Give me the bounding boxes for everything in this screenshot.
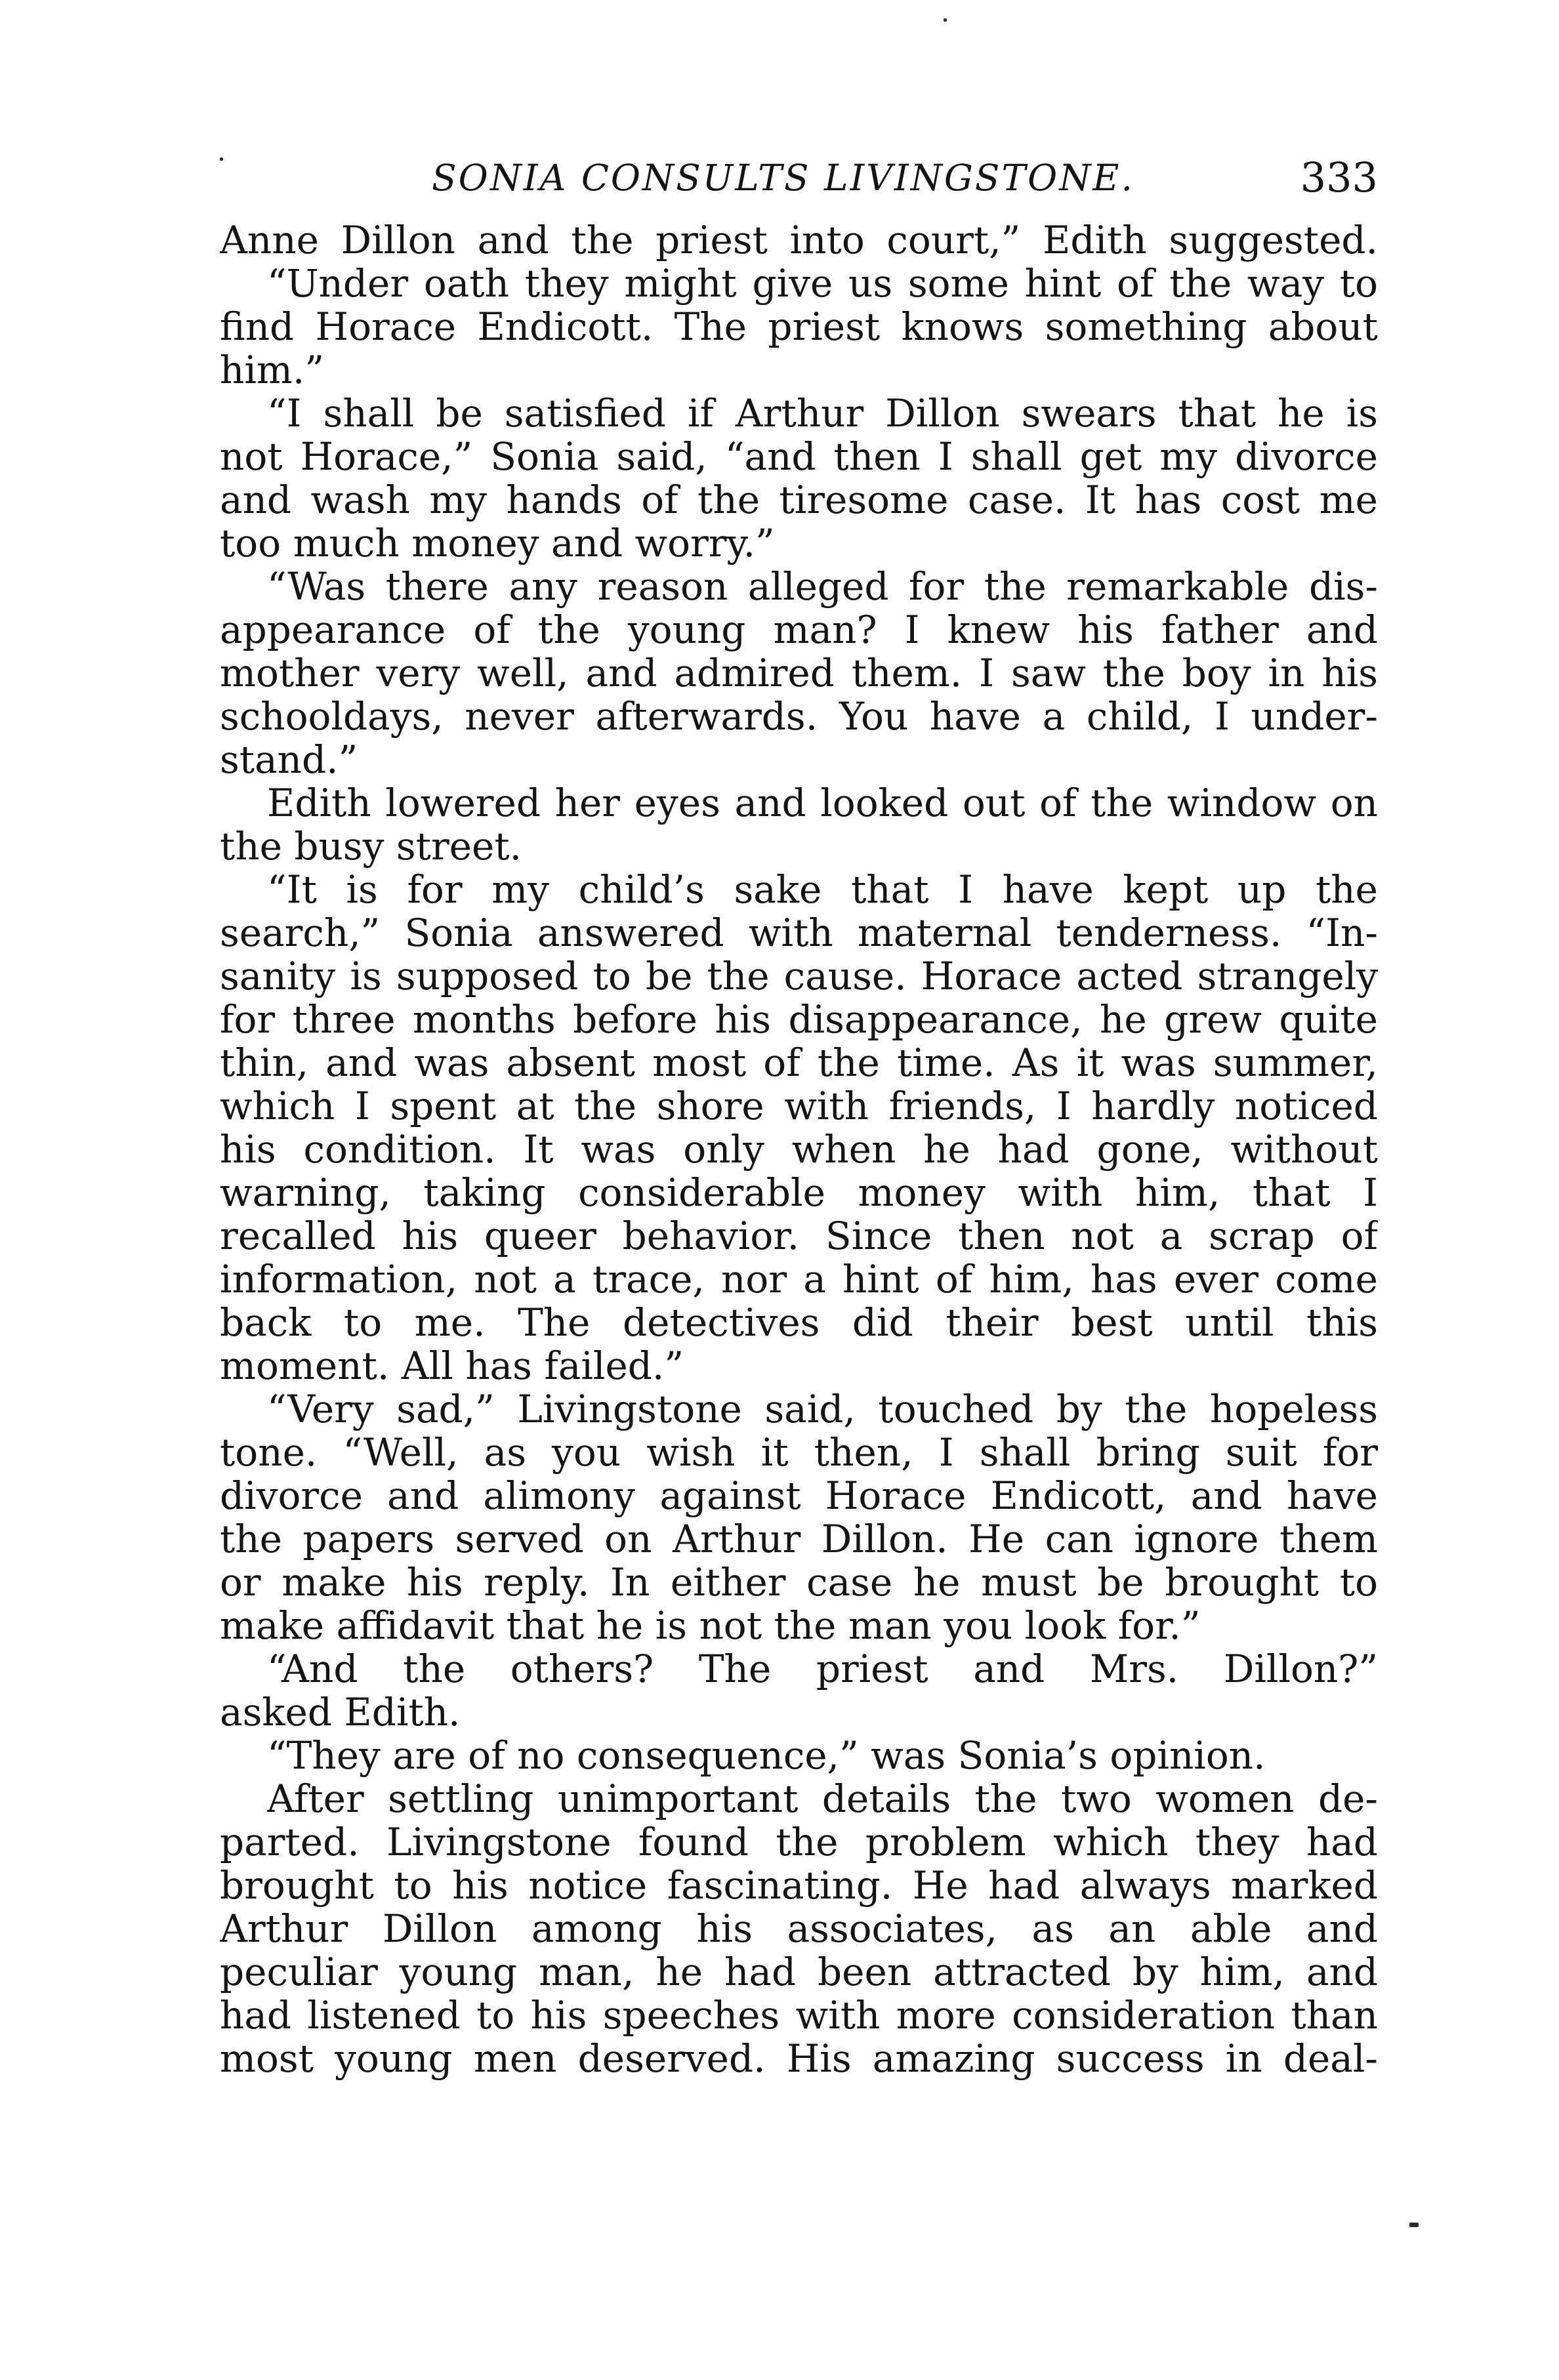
text-line: him.” [220, 348, 324, 392]
text-line: too much money and worry.” [220, 522, 775, 565]
text-line: asked Edith. [220, 1691, 461, 1734]
text-line: “Very sad,” Livingstone said, touched by the hopeless [267, 1387, 1378, 1431]
text-line: “They are of no consequence,” was Sonia’s opinion. [267, 1734, 1266, 1777]
text-line: divorce and alimony against Horace Endicott, and have [220, 1474, 1378, 1517]
text-line: find Horace Endicott. The priest knows something about [220, 305, 1378, 348]
running-head [220, 155, 1378, 201]
text-line: brought to his notice fascinating. He had always marked [220, 1864, 1378, 1907]
text-line: peculiar young man, he had been attracted by him, and [220, 1950, 1378, 1994]
text-line: “Was there any reason alleged for the remarkable dis- [267, 565, 1378, 608]
text-line: stand.” [220, 738, 358, 781]
text-line: make affidavit that he is not the man you look for.” [220, 1604, 1201, 1647]
text-line: “Under oath they might give us some hint of the way to [267, 262, 1378, 305]
print-speck [1409, 2223, 1419, 2227]
text-line: search,” Sonia answered with maternal tenderness. “In- [220, 911, 1378, 954]
text-line: “And the others? The priest and Mrs. Dillon?” [267, 1647, 1378, 1691]
text-line: his condition. It was only when he had gone, without [220, 1128, 1378, 1171]
page-number: 333 [1300, 154, 1378, 201]
text-line: mother very well, and admired them. I saw the boy in his [220, 651, 1378, 695]
text-line: or make his reply. In either case he must be brought to [220, 1561, 1378, 1604]
text-line: most young men deserved. His amazing success in deal- [220, 2037, 1378, 2080]
text-line: warning, taking considerable money with him, that I [220, 1171, 1378, 1214]
text-line: information, not a trace, nor a hint of him, has ever come [220, 1258, 1378, 1301]
text-line: back to me. The detectives did their best until this [220, 1301, 1378, 1344]
text-line: recalled his queer behavior. Since then not a scrap of [220, 1214, 1378, 1258]
text-line: the busy street. [220, 825, 522, 868]
text-line: After settling unimportant details the two women de- [267, 1777, 1378, 1820]
text-line: not Horace,” Sonia said, “and then I shall get my divorce [220, 435, 1378, 478]
text-line: for three months before his disappearance, he grew quite [220, 998, 1378, 1041]
text-line: moment. All has failed.” [220, 1344, 684, 1387]
running-title: SONIA CONSULTS LIVINGSTONE. [432, 157, 1134, 199]
text-line: “It is for my child’s sake that I have kept up the [267, 868, 1378, 911]
print-speck [944, 18, 947, 22]
text-line: had listened to his speeches with more consideration than [220, 1994, 1378, 2037]
text-line: appearance of the young man? I knew his father and [220, 608, 1378, 651]
text-line: thin, and was absent most of the time. As it was summer, [220, 1041, 1378, 1084]
print-speck [220, 157, 223, 161]
text-line: Edith lowered her eyes and looked out of the window on [267, 781, 1378, 825]
text-line: parted. Livingstone found the problem which they had [220, 1820, 1378, 1864]
text-line: sanity is supposed to be the cause. Horace acted strangely [220, 954, 1378, 998]
body-text [220, 218, 1378, 2186]
text-line: “I shall be satisfied if Arthur Dillon swears that he is [267, 392, 1378, 435]
text-line: the papers served on Arthur Dillon. He can ignore them [220, 1517, 1378, 1561]
text-line: Arthur Dillon among his associates, as an able and [220, 1907, 1378, 1950]
text-line: and wash my hands of the tiresome case. It has cost me [220, 478, 1378, 522]
text-line: Anne Dillon and the priest into court,” Edith suggested. [220, 218, 1378, 262]
text-line: schooldays, never afterwards. You have a child, I under- [220, 695, 1378, 738]
text-line: tone. “Well, as you wish it then, I shall bring suit for [220, 1431, 1378, 1474]
text-line: which I spent at the shore with friends, I hardly noticed [220, 1084, 1378, 1128]
